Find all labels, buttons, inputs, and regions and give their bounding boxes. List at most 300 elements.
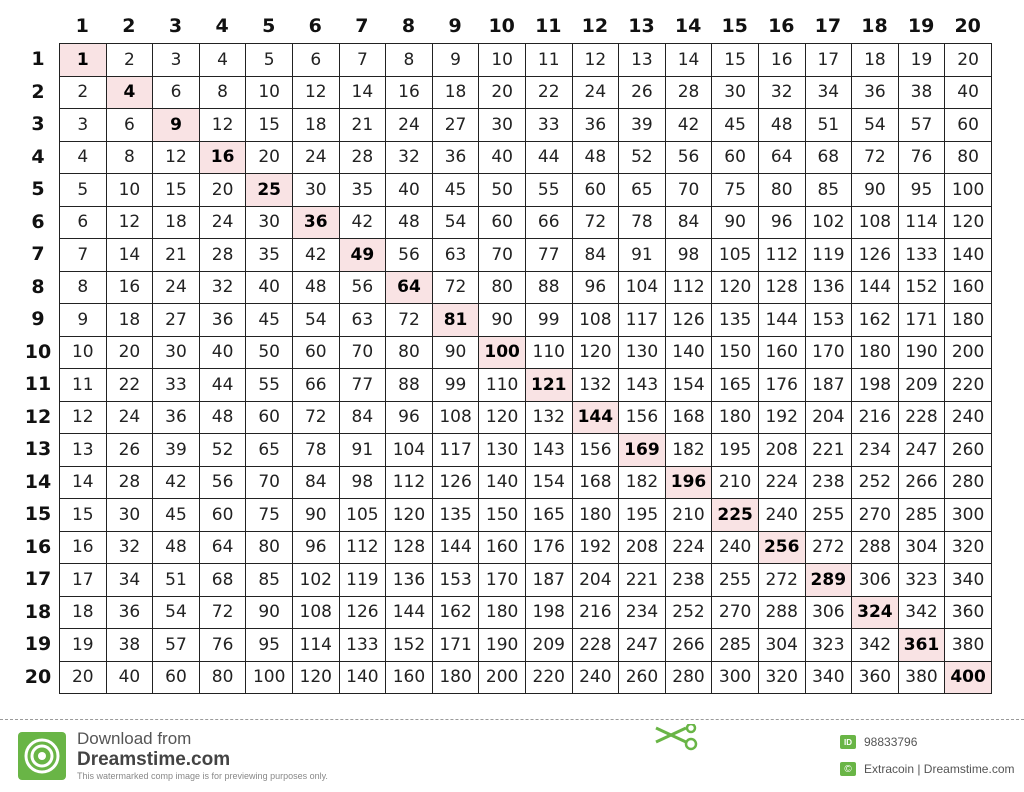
product-cell: 36 (153, 402, 200, 435)
row-header: 19 (24, 633, 52, 656)
product-cell: 240 (712, 532, 759, 565)
product-cell: 20 (107, 337, 154, 370)
product-cell: 136 (386, 564, 433, 597)
product-cell: 80 (246, 532, 293, 565)
product-cell: 84 (340, 402, 387, 435)
product-cell: 12 (573, 44, 620, 77)
product-cell: 56 (200, 467, 247, 500)
row-header: 9 (31, 308, 45, 331)
product-cell: 120 (945, 207, 992, 240)
column-header: 13 (628, 15, 655, 37)
product-cell: 180 (852, 337, 899, 370)
product-cell: 108 (573, 304, 620, 337)
product-cell: 133 (340, 629, 387, 662)
row-header: 10 (24, 340, 52, 363)
product-cell: 180 (573, 499, 620, 532)
product-cell: 77 (526, 239, 573, 272)
product-cell: 272 (759, 564, 806, 597)
product-cell: 27 (433, 109, 480, 142)
product-cell: 210 (666, 499, 713, 532)
product-cell: 165 (712, 369, 759, 402)
product-cell: 120 (386, 499, 433, 532)
product-cell: 15 (712, 44, 759, 77)
product-cell: 77 (340, 369, 387, 402)
square-cell: 196 (666, 467, 713, 500)
product-cell: 156 (619, 402, 666, 435)
product-cell: 306 (806, 597, 853, 630)
product-cell: 140 (666, 337, 713, 370)
product-cell: 171 (433, 629, 480, 662)
product-cell: 36 (573, 109, 620, 142)
product-cell: 26 (107, 434, 154, 467)
product-cell: 198 (526, 597, 573, 630)
product-cell: 136 (806, 272, 853, 305)
product-cell: 24 (293, 142, 340, 175)
product-cell: 360 (852, 662, 899, 695)
product-cell: 132 (526, 402, 573, 435)
product-cell: 190 (899, 337, 946, 370)
column-header: 6 (308, 15, 322, 37)
row-header: 5 (31, 178, 45, 201)
square-cell: 169 (619, 434, 666, 467)
product-cell: 50 (246, 337, 293, 370)
row-header: 14 (24, 470, 52, 493)
product-cell: 33 (526, 109, 573, 142)
product-cell: 252 (666, 597, 713, 630)
product-cell: 105 (340, 499, 387, 532)
product-cell: 45 (712, 109, 759, 142)
product-cell: 44 (200, 369, 247, 402)
product-cell: 153 (433, 564, 480, 597)
product-cell: 80 (945, 142, 992, 175)
product-cell: 144 (386, 597, 433, 630)
product-cell: 221 (806, 434, 853, 467)
row-header: 2 (31, 80, 45, 103)
product-cell: 34 (107, 564, 154, 597)
product-cell: 78 (293, 434, 340, 467)
product-cell: 19 (899, 44, 946, 77)
product-cell: 70 (246, 467, 293, 500)
product-cell: 40 (107, 662, 154, 695)
product-cell: 128 (386, 532, 433, 565)
product-cell: 66 (526, 207, 573, 240)
product-cell: 220 (526, 662, 573, 695)
row-header: 18 (24, 600, 52, 623)
product-cell: 40 (945, 77, 992, 110)
square-cell: 1 (60, 44, 107, 77)
product-cell: 195 (712, 434, 759, 467)
product-cell: 3 (60, 109, 107, 142)
product-cell: 255 (712, 564, 759, 597)
product-cell: 143 (619, 369, 666, 402)
product-cell: 7 (340, 44, 387, 77)
product-cell: 133 (899, 239, 946, 272)
product-cell: 10 (246, 77, 293, 110)
product-cell: 88 (526, 272, 573, 305)
row-header: 12 (24, 405, 52, 428)
product-cell: 33 (153, 369, 200, 402)
product-cell: 54 (293, 304, 340, 337)
product-cell: 170 (479, 564, 526, 597)
product-cell: 64 (200, 532, 247, 565)
product-cell: 12 (60, 402, 107, 435)
product-cell: 10 (479, 44, 526, 77)
product-cell: 17 (60, 564, 107, 597)
column-header: 16 (768, 15, 795, 37)
product-cell: 90 (712, 207, 759, 240)
product-cell: 168 (666, 402, 713, 435)
product-cell: 117 (619, 304, 666, 337)
product-cell: 266 (899, 467, 946, 500)
product-cell: 88 (386, 369, 433, 402)
product-cell: 160 (386, 662, 433, 695)
product-cell: 80 (479, 272, 526, 305)
product-cell: 16 (60, 532, 107, 565)
product-cell: 342 (852, 629, 899, 662)
product-cell: 91 (619, 239, 666, 272)
product-cell: 85 (806, 174, 853, 207)
product-cell: 234 (619, 597, 666, 630)
product-cell: 104 (386, 434, 433, 467)
product-cell: 320 (759, 662, 806, 695)
product-cell: 208 (759, 434, 806, 467)
product-cell: 126 (433, 467, 480, 500)
product-cell: 5 (246, 44, 293, 77)
product-cell: 20 (945, 44, 992, 77)
product-cell: 228 (899, 402, 946, 435)
product-cell: 36 (200, 304, 247, 337)
product-cell: 22 (107, 369, 154, 402)
product-cell: 182 (666, 434, 713, 467)
product-cell: 11 (60, 369, 107, 402)
product-cell: 28 (666, 77, 713, 110)
product-cell: 66 (293, 369, 340, 402)
product-cell: 84 (666, 207, 713, 240)
brand-link[interactable]: Dreamstime.com (77, 749, 231, 770)
product-cell: 126 (852, 239, 899, 272)
product-cell: 12 (107, 207, 154, 240)
product-cell: 154 (526, 467, 573, 500)
product-cell: 102 (293, 564, 340, 597)
product-cell: 342 (899, 597, 946, 630)
product-cell: 208 (619, 532, 666, 565)
product-cell: 12 (153, 142, 200, 175)
product-cell: 323 (806, 629, 853, 662)
product-cell: 68 (200, 564, 247, 597)
product-cell: 176 (759, 369, 806, 402)
column-header: 19 (907, 15, 935, 37)
product-cell: 132 (573, 369, 620, 402)
product-cell: 320 (945, 532, 992, 565)
product-cell: 80 (386, 337, 433, 370)
product-cell: 56 (666, 142, 713, 175)
product-cell: 104 (619, 272, 666, 305)
product-cell: 72 (386, 304, 433, 337)
product-cell: 156 (573, 434, 620, 467)
product-cell: 162 (852, 304, 899, 337)
product-cell: 17 (806, 44, 853, 77)
product-cell: 114 (293, 629, 340, 662)
product-cell: 40 (479, 142, 526, 175)
product-cell: 216 (852, 402, 899, 435)
product-cell: 152 (899, 272, 946, 305)
product-cell: 28 (340, 142, 387, 175)
product-cell: 48 (200, 402, 247, 435)
cut-line-divider (0, 719, 1024, 720)
product-cell: 266 (666, 629, 713, 662)
product-cell: 76 (200, 629, 247, 662)
product-cell: 76 (899, 142, 946, 175)
product-cell: 255 (806, 499, 853, 532)
product-cell: 204 (806, 402, 853, 435)
product-cell: 187 (806, 369, 853, 402)
product-cell: 24 (386, 109, 433, 142)
product-cell: 19 (60, 629, 107, 662)
product-cell: 45 (246, 304, 293, 337)
product-grid (59, 43, 992, 694)
product-cell: 128 (759, 272, 806, 305)
product-cell: 100 (945, 174, 992, 207)
product-cell: 209 (526, 629, 573, 662)
product-cell: 40 (200, 337, 247, 370)
product-cell: 272 (806, 532, 853, 565)
row-header: 20 (24, 665, 52, 688)
product-cell: 216 (573, 597, 620, 630)
product-cell: 112 (666, 272, 713, 305)
product-cell: 13 (60, 434, 107, 467)
product-cell: 110 (479, 369, 526, 402)
product-cell: 280 (666, 662, 713, 695)
product-cell: 70 (340, 337, 387, 370)
product-cell: 27 (153, 304, 200, 337)
product-cell: 57 (153, 629, 200, 662)
product-cell: 6 (153, 77, 200, 110)
product-cell: 170 (806, 337, 853, 370)
row-header: 17 (24, 568, 52, 591)
product-cell: 108 (852, 207, 899, 240)
product-cell: 54 (852, 109, 899, 142)
product-cell: 30 (293, 174, 340, 207)
product-cell: 63 (433, 239, 480, 272)
product-cell: 135 (433, 499, 480, 532)
product-cell: 234 (852, 434, 899, 467)
product-cell: 91 (340, 434, 387, 467)
product-cell: 90 (852, 174, 899, 207)
product-cell: 210 (712, 467, 759, 500)
product-cell: 80 (759, 174, 806, 207)
product-cell: 144 (433, 532, 480, 565)
product-cell: 96 (293, 532, 340, 565)
product-cell: 18 (153, 207, 200, 240)
product-cell: 18 (60, 597, 107, 630)
product-cell: 26 (619, 77, 666, 110)
product-cell: 39 (619, 109, 666, 142)
square-cell: 49 (340, 239, 387, 272)
product-cell: 12 (293, 77, 340, 110)
square-cell: 9 (153, 109, 200, 142)
product-cell: 36 (107, 597, 154, 630)
product-cell: 240 (573, 662, 620, 695)
product-cell: 238 (666, 564, 713, 597)
product-cell: 180 (712, 402, 759, 435)
product-cell: 65 (619, 174, 666, 207)
watermark-note: This watermarked comp image is for previewing purposes only. (77, 771, 328, 781)
product-cell: 48 (759, 109, 806, 142)
product-cell: 108 (433, 402, 480, 435)
id-badge: ID (840, 735, 856, 749)
product-cell: 10 (60, 337, 107, 370)
product-cell: 14 (340, 77, 387, 110)
product-cell: 130 (619, 337, 666, 370)
product-cell: 20 (200, 174, 247, 207)
product-cell: 238 (806, 467, 853, 500)
column-header: 7 (355, 15, 369, 37)
product-cell: 44 (526, 142, 573, 175)
product-cell: 14 (666, 44, 713, 77)
product-cell: 16 (107, 272, 154, 305)
product-cell: 5 (60, 174, 107, 207)
credit-text[interactable]: Extracoin | Dreamstime.com (864, 762, 1015, 776)
product-cell: 68 (806, 142, 853, 175)
product-cell: 11 (526, 44, 573, 77)
product-cell: 85 (246, 564, 293, 597)
row-header: 16 (24, 535, 52, 558)
product-cell: 84 (293, 467, 340, 500)
product-cell: 4 (200, 44, 247, 77)
product-cell: 288 (759, 597, 806, 630)
product-cell: 220 (945, 369, 992, 402)
product-cell: 112 (340, 532, 387, 565)
product-cell: 8 (107, 142, 154, 175)
square-cell: 121 (526, 369, 573, 402)
product-cell: 15 (153, 174, 200, 207)
product-cell: 8 (200, 77, 247, 110)
square-cell: 100 (479, 337, 526, 370)
product-cell: 119 (806, 239, 853, 272)
product-cell: 192 (759, 402, 806, 435)
product-cell: 6 (107, 109, 154, 142)
row-header: 15 (24, 503, 52, 526)
square-cell: 81 (433, 304, 480, 337)
product-cell: 150 (712, 337, 759, 370)
product-cell: 90 (433, 337, 480, 370)
product-cell: 16 (386, 77, 433, 110)
product-cell: 13 (619, 44, 666, 77)
product-cell: 120 (573, 337, 620, 370)
square-cell: 36 (293, 207, 340, 240)
product-cell: 99 (433, 369, 480, 402)
product-cell: 96 (386, 402, 433, 435)
dreamstime-logo-icon[interactable] (18, 732, 66, 780)
product-cell: 48 (386, 207, 433, 240)
product-cell: 75 (712, 174, 759, 207)
product-cell: 51 (153, 564, 200, 597)
product-cell: 48 (293, 272, 340, 305)
product-cell: 60 (712, 142, 759, 175)
product-cell: 180 (945, 304, 992, 337)
product-cell: 75 (246, 499, 293, 532)
product-cell: 30 (153, 337, 200, 370)
product-cell: 32 (200, 272, 247, 305)
product-cell: 209 (899, 369, 946, 402)
product-cell: 64 (759, 142, 806, 175)
product-cell: 14 (60, 467, 107, 500)
product-cell: 110 (526, 337, 573, 370)
row-header: 1 (31, 48, 45, 71)
product-cell: 323 (899, 564, 946, 597)
product-cell: 130 (479, 434, 526, 467)
product-cell: 70 (666, 174, 713, 207)
product-cell: 20 (479, 77, 526, 110)
watermark-footer (0, 721, 1024, 792)
row-header: 3 (31, 113, 45, 136)
product-cell: 35 (340, 174, 387, 207)
copyright-icon: © (840, 762, 856, 776)
product-cell: 135 (712, 304, 759, 337)
download-from-label: Download from (77, 729, 192, 748)
product-cell: 198 (852, 369, 899, 402)
product-cell: 300 (945, 499, 992, 532)
product-cell: 171 (899, 304, 946, 337)
product-cell: 30 (712, 77, 759, 110)
product-cell: 21 (340, 109, 387, 142)
column-header: 1 (75, 15, 89, 37)
product-cell: 18 (433, 77, 480, 110)
product-cell: 42 (293, 239, 340, 272)
product-cell: 20 (60, 662, 107, 695)
column-header: 2 (122, 15, 136, 37)
column-header: 5 (262, 15, 276, 37)
product-cell: 38 (899, 77, 946, 110)
product-cell: 108 (293, 597, 340, 630)
column-header: 3 (168, 15, 183, 37)
product-cell: 84 (573, 239, 620, 272)
product-cell: 55 (526, 174, 573, 207)
product-cell: 98 (340, 467, 387, 500)
product-cell: 60 (945, 109, 992, 142)
product-cell: 60 (200, 499, 247, 532)
product-cell: 150 (479, 499, 526, 532)
product-cell: 72 (200, 597, 247, 630)
product-cell: 45 (153, 499, 200, 532)
product-cell: 2 (107, 44, 154, 77)
product-cell: 306 (852, 564, 899, 597)
product-cell: 35 (246, 239, 293, 272)
row-header: 13 (24, 438, 52, 461)
product-cell: 200 (945, 337, 992, 370)
product-cell: 180 (479, 597, 526, 630)
product-cell: 221 (619, 564, 666, 597)
product-cell: 95 (246, 629, 293, 662)
square-cell: 400 (945, 662, 992, 695)
product-cell: 40 (386, 174, 433, 207)
product-cell: 54 (153, 597, 200, 630)
product-cell: 90 (246, 597, 293, 630)
product-cell: 22 (526, 77, 573, 110)
product-cell: 18 (293, 109, 340, 142)
product-cell: 140 (340, 662, 387, 695)
product-cell: 72 (433, 272, 480, 305)
square-cell: 256 (759, 532, 806, 565)
product-cell: 99 (526, 304, 573, 337)
product-cell: 6 (293, 44, 340, 77)
product-cell: 304 (759, 629, 806, 662)
product-cell: 140 (479, 467, 526, 500)
product-cell: 40 (246, 272, 293, 305)
product-cell: 240 (759, 499, 806, 532)
square-cell: 324 (852, 597, 899, 630)
product-cell: 39 (153, 434, 200, 467)
